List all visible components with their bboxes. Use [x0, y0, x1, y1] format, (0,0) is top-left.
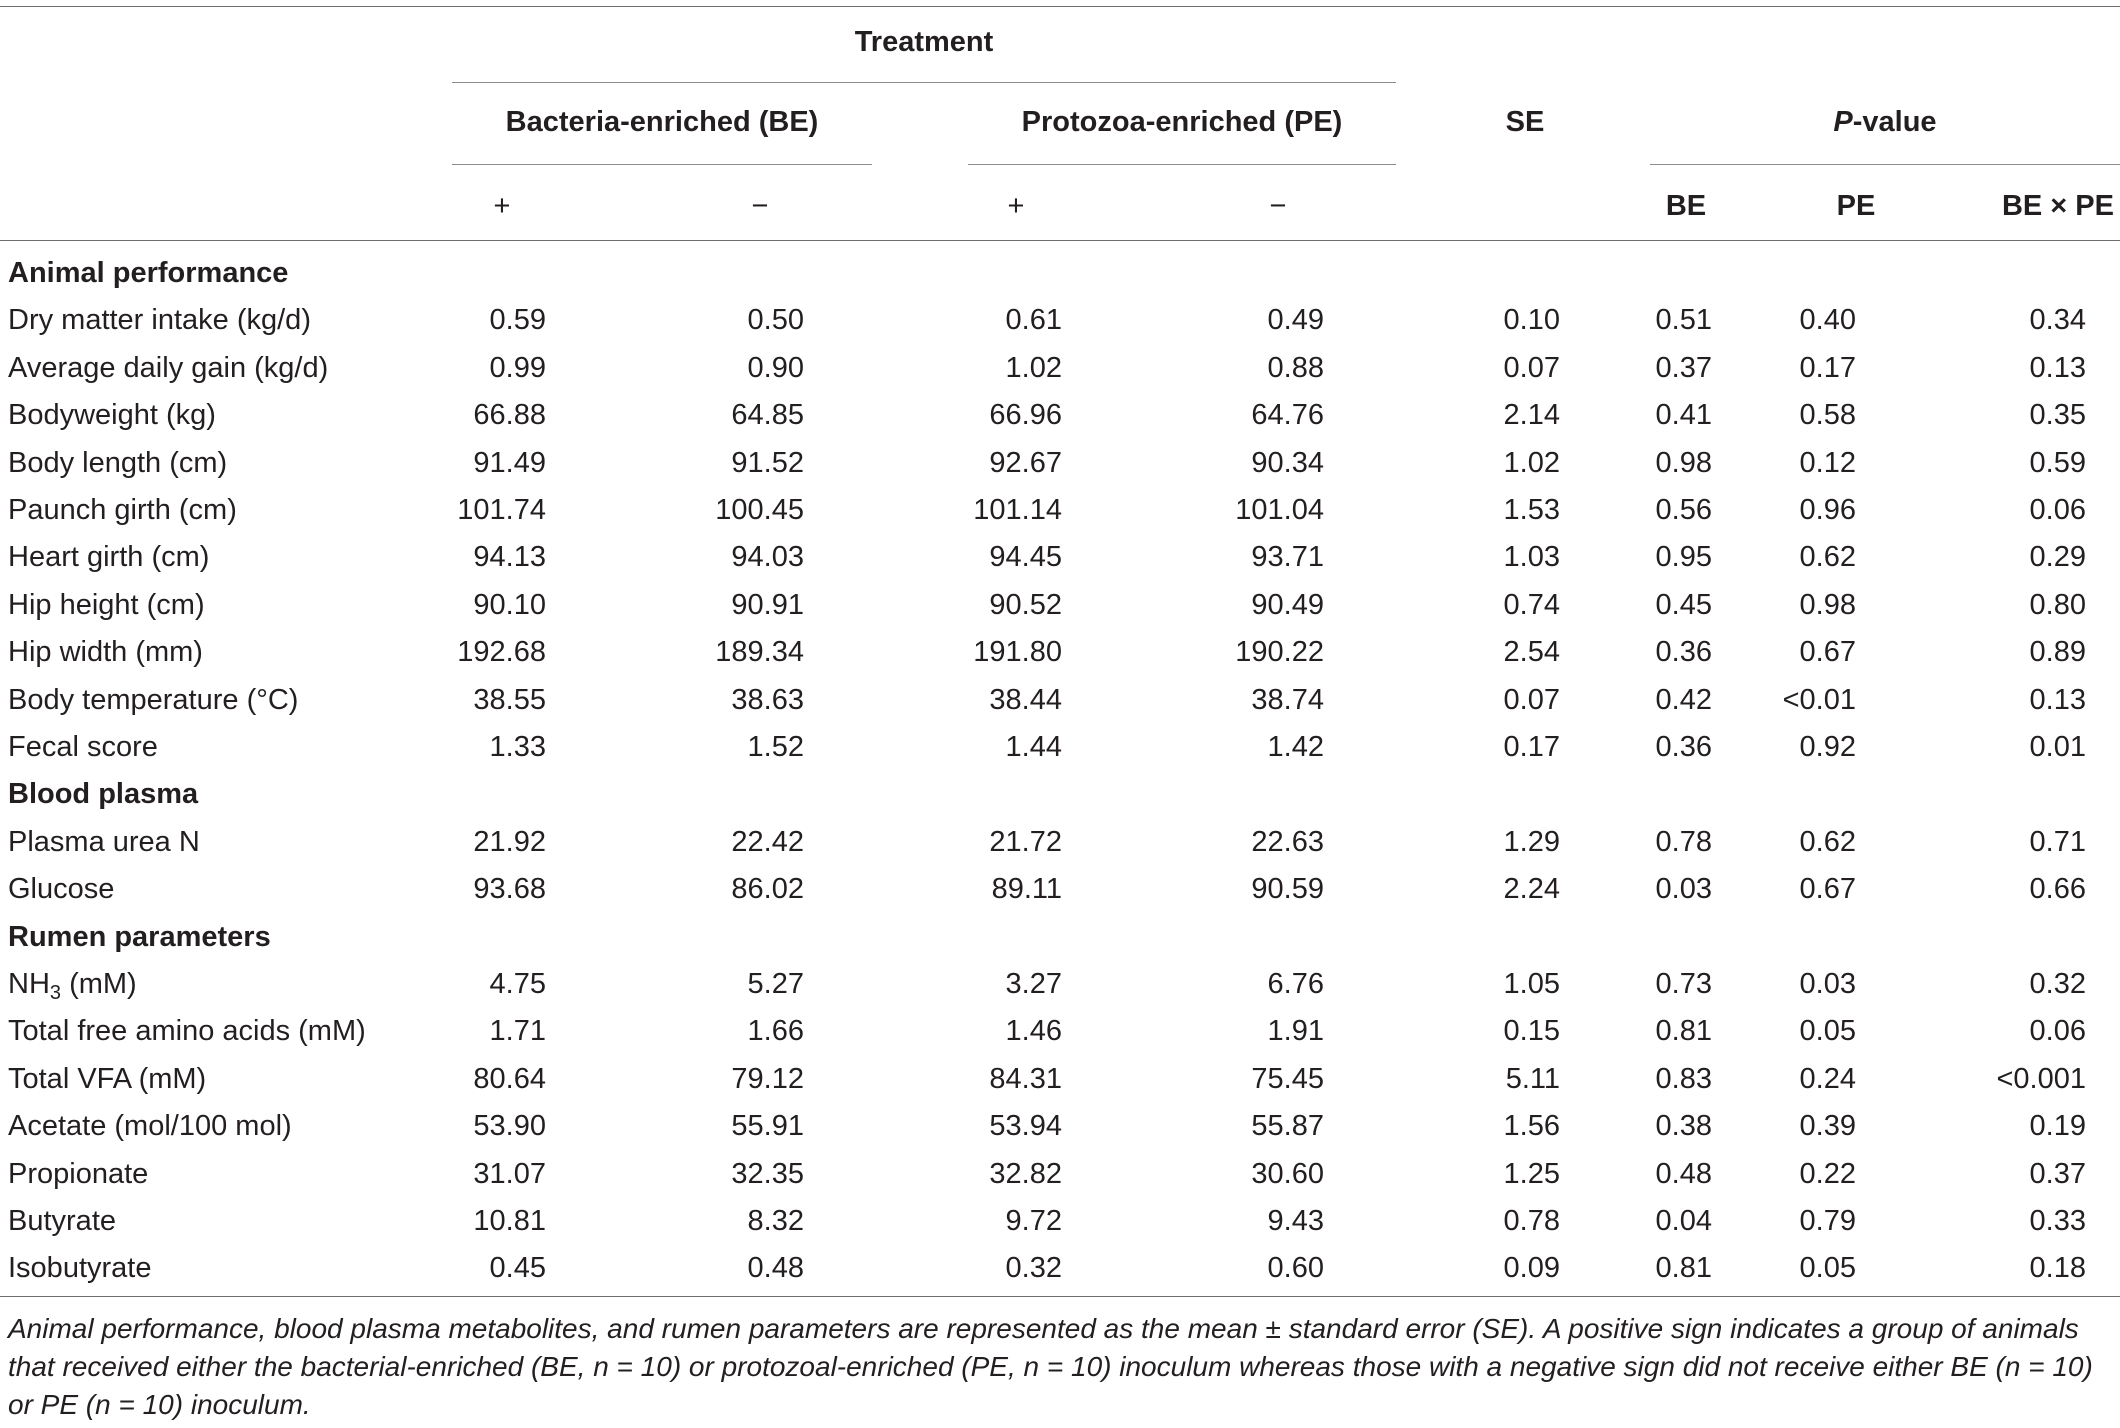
section-title: Rumen parameters	[8, 920, 271, 953]
table-cell: 1.66	[747, 1015, 804, 1048]
table-cell: 2.54	[1503, 636, 1560, 669]
table-cell: 66.96	[989, 399, 1062, 432]
table-cell: 1.71	[489, 1015, 546, 1048]
top-rule	[0, 6, 2120, 7]
row-label: Paunch girth (cm)	[8, 494, 237, 526]
pvalue-header	[1650, 108, 2120, 137]
table-cell: 0.83	[1655, 1062, 1712, 1095]
table-cell: 1.46	[1005, 1015, 1062, 1048]
table-cell: 0.59	[489, 304, 546, 337]
pe-minus-header: −	[1269, 190, 1287, 222]
row-label-suffix: (mM)	[61, 968, 137, 1000]
table-cell: 21.72	[989, 825, 1062, 858]
table-cell: 0.37	[2029, 1157, 2086, 1190]
pvalue-header-rest: -value	[1852, 106, 1937, 138]
table-cell: 2.14	[1503, 399, 1560, 432]
table-cell: 1.33	[489, 731, 546, 763]
table-cell: 0.01	[2029, 731, 2086, 763]
row-label: Dry matter intake (kg/d)	[8, 304, 311, 337]
table-cell: 0.89	[2029, 636, 2086, 669]
table-cell: 0.59	[2029, 446, 2086, 479]
p-pe-header: PE	[1836, 190, 1876, 222]
table-cell: 94.45	[989, 541, 1062, 574]
table-cell: 0.73	[1655, 968, 1712, 1000]
table-cell: <0.001	[1996, 1062, 2086, 1095]
row-label: Body length (cm)	[8, 446, 228, 479]
table-cell: 0.15	[1503, 1015, 1560, 1048]
table-cell: 22.42	[731, 825, 804, 858]
table-cell: 0.03	[1799, 968, 1856, 1000]
table-cell: 75.45	[1251, 1062, 1324, 1095]
table-cell: 0.41	[1655, 399, 1712, 432]
table-cell: 32.35	[731, 1157, 804, 1190]
table-cell: 55.91	[731, 1110, 804, 1143]
table-cell: 94.03	[731, 541, 804, 574]
table-cell: 0.66	[2029, 873, 2086, 906]
table-cell: 93.71	[1251, 541, 1324, 574]
table-cell: 2.24	[1503, 873, 1560, 906]
table-cell: 0.13	[2029, 683, 2086, 716]
table-cell: 80.64	[473, 1062, 546, 1095]
table-cell: 100.45	[715, 494, 804, 526]
table-cell: 38.55	[473, 683, 546, 716]
table-cell: 55.87	[1251, 1110, 1324, 1143]
pe-group-rule	[968, 164, 1396, 165]
table-cell: 3.27	[1005, 968, 1062, 1000]
table-cell: 8.32	[747, 1205, 804, 1237]
table-cell: 0.56	[1655, 494, 1712, 526]
row-label: Glucose	[8, 873, 115, 906]
table-cell: 0.07	[1503, 351, 1560, 384]
table-cell: 1.53	[1503, 494, 1560, 526]
table-cell: 0.81	[1655, 1015, 1712, 1048]
row-label: Acetate (mol/100 mol)	[8, 1110, 292, 1143]
table-cell: 0.22	[1799, 1157, 1856, 1190]
table-cell: 84.31	[989, 1062, 1062, 1095]
table-cell: 0.58	[1799, 399, 1856, 432]
section-title: Blood plasma	[8, 778, 199, 811]
row-label	[8, 968, 137, 1004]
table-footnote: Animal performance, blood plasma metabolites, and rumen parameters are represented as the mean ± standard error (SE). A positive sign indicates a group of animals that received either the bacterial-enriched (BE, n = 10) or protozoal-enriched (PE, n = 10) inoculum whereas those with a negative sign did not receive either BE (n = 10) or PE (n = 10) inoculum.	[8, 1313, 2093, 1420]
table-cell: 31.07	[473, 1157, 546, 1190]
table-cell: 79.12	[731, 1062, 804, 1095]
table-cell: 0.06	[2029, 1015, 2086, 1048]
be-minus-header: −	[751, 190, 769, 222]
table-cell: 0.37	[1655, 351, 1712, 384]
table-cell: 1.29	[1503, 825, 1560, 858]
table-cell: 0.98	[1799, 588, 1856, 621]
table-cell: 9.43	[1267, 1205, 1324, 1237]
table-cell: 66.88	[473, 399, 546, 432]
table-cell: 101.14	[973, 494, 1062, 526]
table-cell: 101.74	[457, 494, 546, 526]
table-cell: 38.44	[989, 683, 1062, 716]
table-cell: <0.01	[1782, 683, 1856, 716]
row-label: Bodyweight (kg)	[8, 399, 216, 432]
table-cell: 90.52	[989, 588, 1062, 621]
table-cell: 0.32	[1005, 1252, 1062, 1285]
table-cell: 0.05	[1799, 1015, 1856, 1048]
table-cell: 1.02	[1503, 446, 1560, 479]
table-cell: 0.51	[1655, 304, 1712, 337]
table-cell: 0.45	[489, 1252, 546, 1285]
table-cell: 0.42	[1655, 683, 1712, 716]
table-cell: 0.71	[2029, 825, 2086, 858]
table-cell: 0.62	[1799, 541, 1856, 574]
se-header: SE	[1505, 106, 1545, 138]
table-cell: 0.50	[747, 304, 804, 337]
table-cell: 1.91	[1267, 1015, 1324, 1048]
table-cell: 21.92	[473, 825, 546, 858]
table-cell: 0.90	[747, 351, 804, 384]
table-cell: 90.10	[473, 588, 546, 621]
table-cell: 5.11	[1505, 1062, 1560, 1095]
table-cell: 0.48	[1655, 1157, 1712, 1190]
table-cell: 190.22	[1235, 636, 1324, 669]
row-label: Isobutyrate	[8, 1252, 152, 1285]
header-bottom-rule	[0, 240, 2120, 241]
table-cell: 38.63	[731, 683, 804, 716]
table-cell: 189.34	[715, 636, 804, 669]
table-cell: 0.45	[1655, 588, 1712, 621]
row-label: Plasma urea N	[8, 825, 200, 858]
pe-plus-header: +	[1007, 190, 1025, 222]
row-label: Fecal score	[8, 731, 158, 763]
row-label: Total free amino acids (mM)	[8, 1015, 366, 1048]
table-cell: 0.78	[1503, 1205, 1560, 1237]
table-cell: 90.91	[731, 588, 804, 621]
pe-group-header: Protozoa-enriched (PE)	[1021, 106, 1343, 138]
table-cell: 89.11	[991, 873, 1062, 906]
table-cell: 0.67	[1799, 636, 1856, 669]
table-cell: 0.19	[2029, 1110, 2086, 1143]
table-cell: 0.80	[2029, 588, 2086, 621]
bottom-rule	[0, 1296, 2120, 1297]
table-cell: 9.72	[1005, 1205, 1062, 1237]
table-cell: 0.12	[1799, 446, 1856, 479]
table-cell: 0.60	[1267, 1252, 1324, 1285]
table-cell: 93.68	[473, 873, 546, 906]
table-cell: 91.49	[473, 446, 546, 479]
table-cell: 94.13	[473, 541, 546, 574]
table-cell: 0.49	[1267, 304, 1324, 337]
table-cell: 0.05	[1799, 1252, 1856, 1285]
row-label: Hip width (mm)	[8, 636, 203, 669]
table-cell: 0.96	[1799, 494, 1856, 526]
table-cell: 0.62	[1799, 825, 1856, 858]
table-cell: 22.63	[1251, 825, 1324, 858]
table-cell: 0.33	[2029, 1205, 2086, 1237]
p-bexpe-header: BE × PE	[2001, 190, 2114, 222]
table-cell: 6.76	[1267, 968, 1324, 1000]
row-label: Total VFA (mM)	[8, 1062, 207, 1095]
table-cell: 0.06	[2029, 494, 2086, 526]
be-group-rule	[452, 164, 872, 165]
section-title: Animal performance	[8, 257, 289, 289]
table-cell: 0.40	[1799, 304, 1856, 337]
table-cell: 4.75	[489, 968, 546, 1000]
table-cell: 0.78	[1655, 825, 1712, 858]
row-label-subscript: 3	[49, 982, 62, 1004]
table-cell: 0.48	[747, 1252, 804, 1285]
table-cell: 0.36	[1655, 636, 1712, 669]
table-cell: 0.17	[1799, 351, 1856, 384]
table-cell: 1.56	[1503, 1110, 1560, 1143]
table-cell: 91.52	[731, 446, 804, 479]
table-cell: 0.79	[1799, 1205, 1856, 1237]
table-cell: 1.25	[1503, 1157, 1560, 1190]
table-cell: 92.67	[989, 446, 1062, 479]
table-cell: 32.82	[989, 1157, 1062, 1190]
table-cell: 64.76	[1251, 399, 1324, 432]
table-cell: 0.61	[1005, 304, 1062, 337]
table-cell: 0.34	[2029, 304, 2086, 337]
pvalue-header-italic: P	[1833, 106, 1853, 138]
table-cell: 0.32	[2029, 968, 2086, 1000]
table-cell: 0.13	[2029, 351, 2086, 384]
table-cell: 38.74	[1251, 683, 1324, 716]
table-cell: 0.99	[489, 351, 546, 384]
table-cell: 0.17	[1503, 731, 1560, 763]
p-be-header: BE	[1665, 190, 1707, 222]
row-label-main: NH	[8, 968, 50, 1000]
table-cell: 192.68	[457, 636, 546, 669]
be-plus-header: +	[493, 190, 511, 222]
table-cell: 90.59	[1251, 873, 1324, 906]
table-cell: 0.35	[2029, 399, 2086, 432]
row-label: Butyrate	[8, 1205, 116, 1237]
table-cell: 0.04	[1655, 1205, 1712, 1237]
table-cell: 5.27	[747, 968, 804, 1000]
table-cell: 0.81	[1655, 1252, 1712, 1285]
table-cell: 86.02	[731, 873, 804, 906]
table-cell: 0.98	[1655, 446, 1712, 479]
treatment-header: Treatment	[854, 26, 994, 58]
table-cell: 191.80	[973, 636, 1062, 669]
table-cell: 0.67	[1799, 873, 1856, 906]
table-cell: 0.29	[2029, 541, 2086, 574]
table-cell: 1.44	[1005, 731, 1062, 763]
row-label: Average daily gain (kg/d)	[8, 351, 329, 384]
table-cell: 0.74	[1503, 588, 1560, 621]
row-label: Propionate	[8, 1157, 149, 1190]
table-cell: 10.81	[473, 1205, 546, 1237]
be-group-header: Bacteria-enriched (BE)	[505, 106, 819, 138]
table-cell: 0.39	[1799, 1110, 1856, 1143]
row-label: Body temperature (°C)	[8, 683, 299, 716]
table-cell: 64.85	[731, 399, 804, 432]
table-cell: 101.04	[1235, 494, 1324, 526]
table-cell: 0.09	[1503, 1252, 1560, 1285]
row-label: Hip height (cm)	[8, 588, 205, 621]
table-cell: 0.07	[1503, 683, 1560, 716]
table-cell: 0.38	[1655, 1110, 1712, 1143]
table-cell: 53.94	[989, 1110, 1062, 1143]
treatment-rule	[452, 82, 1396, 83]
table-cell: 0.95	[1655, 541, 1712, 574]
table-cell: 0.88	[1267, 351, 1324, 384]
table-cell: 0.10	[1503, 304, 1560, 337]
table-cell: 0.03	[1655, 873, 1712, 906]
table-cell: 90.34	[1251, 446, 1324, 479]
table-cell: 1.42	[1267, 731, 1324, 763]
table-cell: 0.36	[1655, 731, 1712, 763]
table-cell: 0.18	[2029, 1252, 2086, 1285]
table-cell: 53.90	[473, 1110, 546, 1143]
table-cell: 1.03	[1503, 541, 1560, 574]
row-label: Heart girth (cm)	[8, 541, 210, 574]
table-cell: 30.60	[1251, 1157, 1324, 1190]
table-cell: 90.49	[1251, 588, 1324, 621]
table-cell: 1.02	[1005, 351, 1062, 384]
table-cell: 0.24	[1799, 1062, 1856, 1095]
table-cell: 0.92	[1799, 731, 1856, 763]
pvalue-rule	[1650, 164, 2120, 165]
table-cell: 1.52	[747, 731, 804, 763]
table-cell: 1.05	[1503, 968, 1560, 1000]
